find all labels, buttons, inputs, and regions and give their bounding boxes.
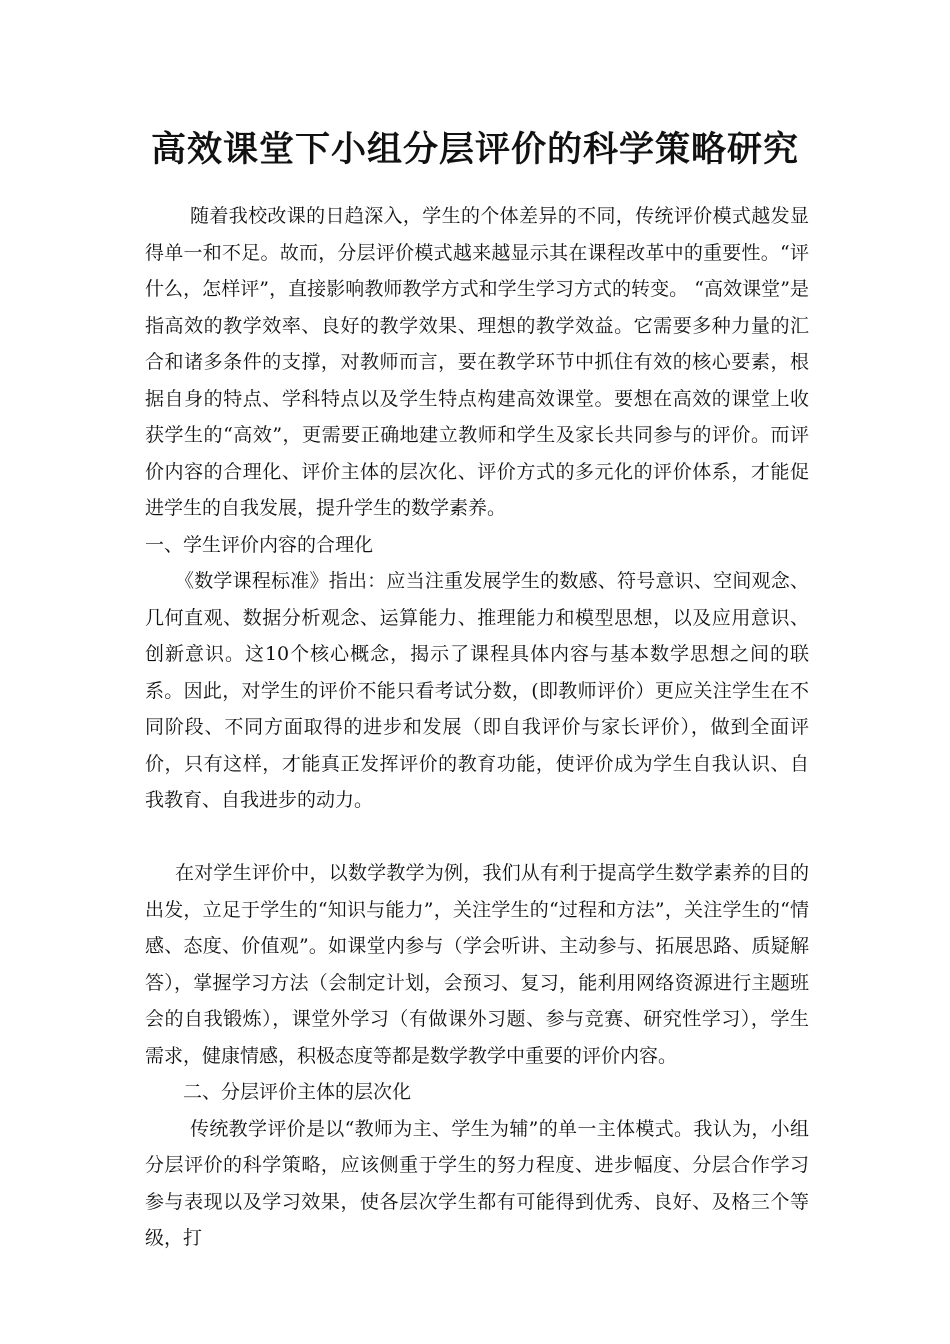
- paragraph-gap: [145, 819, 809, 856]
- section-2-heading: 二、分层评价主体的层次化: [183, 1081, 412, 1103]
- section-2-paragraph-1: 传统教学评价是以“教师为主、学生为辅”的单一主体模式。我认为，小组分层评价的科学策略，应该侧重于学生的努力程度、进步幅度、分层合作学习参与表现以及学习效果，使各层次学生都有可能得到优秀、良好、及格三个等级，打: [145, 1117, 809, 1249]
- document-body: [145, 198, 809, 1257]
- section-1-paragraph-2: 在对学生评价中，以数学教学为例，我们从有利于提高学生数学素养的目的出发，立足于学生的“知识与能力”，关注学生的“过程和方法”，关注学生的“情感、态度、价值观”。如课堂内参与（学会听讲、主动参与、拓展思路、质疑解答），掌握学习方法（会制定计划，会预习、复习，能利用网络资源进行主题班会的自我锻炼），课堂外学习（有做课外习题、参与竞赛、研究性学习），学生需求，健康情感，积极态度等都是数学教学中重要的评价内容。: [145, 862, 809, 1067]
- document-title: 高效课堂下小组分层评价的科学策略研究: [150, 129, 799, 170]
- section-1-heading: 一、学生评价内容的合理化: [145, 533, 374, 556]
- intro-paragraph: 随着我校改课的日趋深入，学生的个体差异的不同，传统评价模式越发显得单一和不足。故而，分层评价模式越来越显示其在课程改革中的重要性。“评什么，怎样评”，直接影响教师教学方式和学生学习方式的转变。 “高效课堂”是指高效的教学效率、良好的教学效果、理想的教学效益。它需要多种力量的汇合和诸多条件的支撑，对教师而言，要在教学环节中抓住有效的核心要素，根据自身的特点、学科特点以及学生特点构建高效课堂。要想在高效的课堂上收获学生的“高效”，更需要正确地建立教师和学生及家长共同参与的评价。而评价内容的合理化、评价主体的层次化、评价方式的多元化的评价体系，才能促进学生的自我发展，提升学生的数学素养。: [145, 205, 809, 519]
- section-1-paragraph-1: 《数学课程标准》指出：应当注重发展学生的数感、符号意识、空间观念、几何直观、数据分析观念、运算能力、推理能力和模型思想，以及应用意识、创新意识。这10个核心概念，揭示了课程具体内容与基本数学思想之间的联系。因此，对学生的评价不能只看考试分数，(即教师评价）更应关注学生在不同阶段、不同方面取得的进步和发展（即自我评价与家长评价），做到全面评价，只有这样，才能真正发挥评价的教育功能，使评价成为学生自我认识、自我教育、自我进步的动力。: [145, 570, 809, 811]
